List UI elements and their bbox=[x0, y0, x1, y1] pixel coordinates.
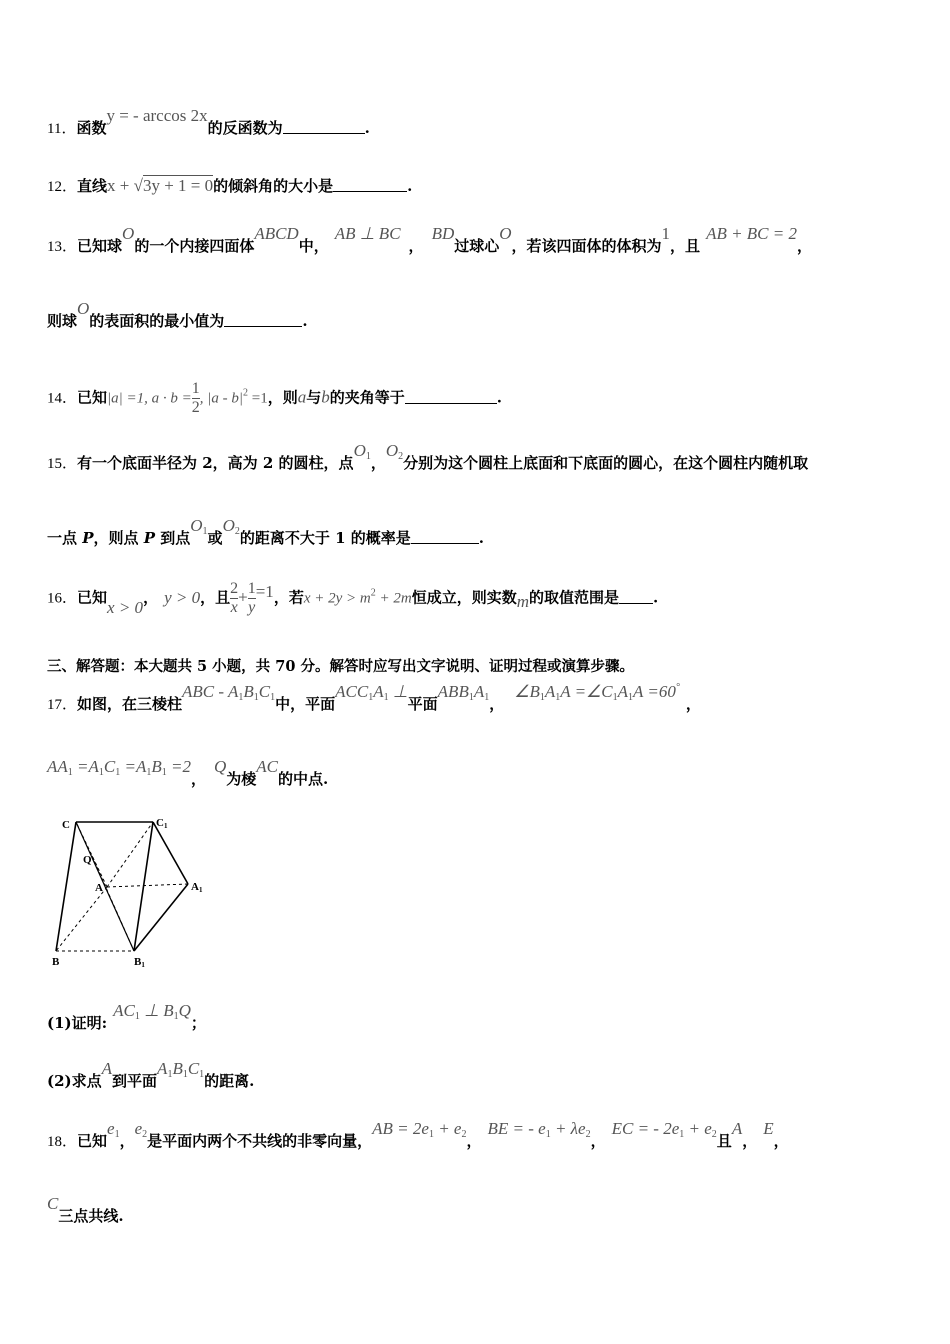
label-A: A bbox=[95, 882, 103, 894]
answer-blank[interactable] bbox=[619, 591, 653, 604]
question-number: 16． bbox=[47, 590, 78, 607]
answer-blank[interactable] bbox=[405, 391, 497, 404]
question-15: 15．有一个底面半径为 2，高为 2 的圆柱，点$O^1$，$O^2$分别为这个圆柱上底面和下底面的圆心，在这个圆柱内随机取 bbox=[47, 441, 809, 472]
fraction: $\frac{1}{y}$ bbox=[247, 580, 256, 616]
question-11: 11．函数y = - arccos 2x的反函数为 . bbox=[47, 106, 370, 137]
fraction: $\frac{2}{x}$ bbox=[230, 580, 239, 616]
question-18: 18．已知$e_1$，$e_2$是平面内两个不共线的非零向量，AB = $2e_1 + e_2$，BE = - $e_1 + \lambda e_2$，EC = - $2e_1 + e_2$且A，E， bbox=[47, 1119, 789, 1150]
question-17: 17．如图，在三棱柱ABC - $A_1B_1C_1$中，平面$ACC_1A_1$ ⊥平面$ABB_1A_1$，$\angle B_1A_1A$ $=\angle C_1A_1A =60^\circ$， bbox=[47, 682, 701, 713]
question-17-part-1: (1)证明$:AC_1$ ⊥ $B_1Q$； bbox=[47, 1001, 206, 1032]
label-C: C bbox=[62, 819, 70, 831]
answer-blank[interactable] bbox=[411, 531, 479, 544]
answer-blank[interactable] bbox=[283, 121, 365, 134]
label-B: B bbox=[52, 956, 60, 968]
question-number: 18． bbox=[47, 1134, 78, 1150]
triangular-prism-figure bbox=[45, 810, 225, 970]
edge-A-C1 bbox=[107, 822, 153, 887]
question-16: 16．已知x > 0， y > 0，且 $\frac{2}{x}$ + $\frac{1}{y}$ =1，若$x + 2y > m^2 + 2m$恒成立，则实数m的取值范围是 . bbox=[47, 580, 659, 617]
question-number: 15． bbox=[47, 456, 78, 472]
question-number: 12． bbox=[47, 179, 78, 195]
fraction: $\frac{1}{2}$ bbox=[191, 380, 200, 416]
math-expression: y = - arccos 2x bbox=[106, 106, 208, 125]
label-B1: B1 bbox=[134, 956, 145, 969]
label-A1: A1 bbox=[191, 881, 203, 894]
question-12: 12．直线x + √3y + 1 = 0的倾斜角的大小是 . bbox=[47, 176, 413, 195]
edge-C-B bbox=[56, 822, 76, 951]
answer-blank[interactable] bbox=[333, 179, 407, 192]
question-13: 13．已知球O的一个内接四面体ABCD中，AB ⊥ BC，BD过球心O，若该四面体的体积为1，且AB + BC = 2， bbox=[47, 224, 813, 255]
edge-A-A1 bbox=[107, 884, 188, 887]
question-18-line-2: C三点共线. bbox=[47, 1194, 124, 1225]
question-number: 14． bbox=[47, 390, 78, 407]
edge-C1-A1 bbox=[153, 822, 188, 884]
section-header: 三、解答题：本大题共 5 小题，共 70 分。解答时应写出文字说明、证明过程或演算步骤。 bbox=[47, 658, 634, 675]
question-15-line-2: 一点 P，则点 P 到点$O^1$或$O^2$的距离不大于 1 的概率是 . bbox=[47, 516, 484, 547]
label-Q: Q bbox=[83, 854, 92, 866]
question-17-part-2: (2)求点A到平面$A_1B_1C_1$的距离. bbox=[47, 1059, 255, 1090]
answer-blank[interactable] bbox=[224, 314, 302, 327]
question-number: 17． bbox=[47, 697, 78, 713]
question-14: 14．已知|a| =1, a · b = $\frac{1}{2}$ , $|a - b|^2 =1$，则a与b的夹角等于 . bbox=[47, 380, 503, 416]
question-number: 11． bbox=[47, 121, 77, 137]
question-17-line-2: $AA_1 =A_1C_1 =A_1B_1 =2$，Q为棱AC的中点. bbox=[47, 757, 329, 788]
label-C1: C1 bbox=[156, 817, 168, 830]
question-number: 13． bbox=[47, 239, 78, 255]
question-13-line-2: 则球O的表面积的最小值为 . bbox=[47, 299, 308, 330]
